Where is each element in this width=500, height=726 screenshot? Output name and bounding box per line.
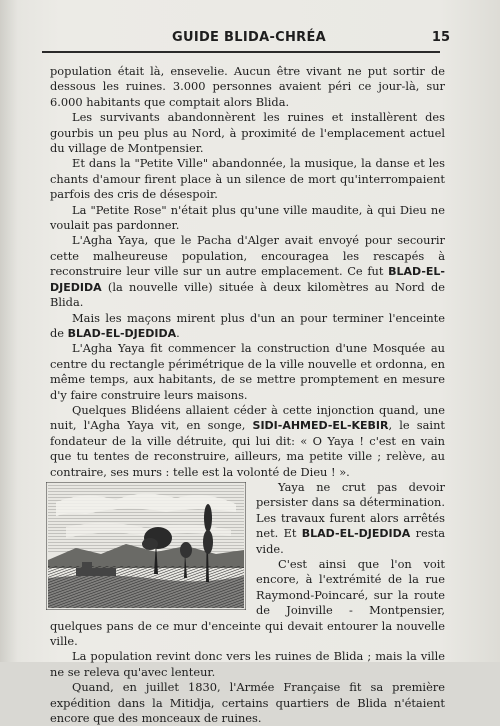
paragraph [50, 64, 445, 110]
body-text [50, 64, 445, 726]
page-header [40, 26, 450, 48]
paragraph-text: . [176, 325, 180, 340]
running-title: GUIDE BLIDA-CHRÉA [172, 30, 327, 45]
paragraph-text: Et dans la "Petite Ville" abandonnée, la musique, la danse et les chants d'amour firent place à un silence de mort qu'interrompaient parfois des cris de désespoir. [50, 156, 445, 202]
paragraph-text: Mais les maçons mirent plus d'un an pour terminer l'enceinte de [50, 310, 445, 340]
paragraph [50, 233, 445, 310]
engraving-illustration [46, 482, 246, 610]
paragraph-text: resta vide. [256, 526, 445, 556]
paragraph [50, 110, 445, 156]
paragraph-text: C'est ainsi que l'on voit encore, à l'extrémité de la rue Raymond-Poincaré, sur la route de Joinville - Montpensier, quelques pans de ce mur d'enceinte qui devait entourer la nouvelle ville. [50, 557, 445, 649]
header-rule [42, 51, 440, 53]
paragraph-text: Yaya ne crut pas devoir persister dans sa détermination. Les travaux furent alors arrêtés net. Et [256, 479, 445, 541]
paragraph-text: Les survivants abandonnèrent les ruines et installèrent des gourbis un peu plus au Nord, à proximité de l'emplacement actuel du village de Montpensier. [50, 110, 445, 156]
place-name-bold: BLAD-EL-DJEDIDA [50, 265, 445, 294]
paragraph-text: Quand, en juillet 1830, l'Armée Française fit sa première expédition dans la Mitidja, certains quartiers de Blida n'étaient encore que des monceaux de ruines. [50, 680, 445, 726]
paragraph-text: Quelques Blidéens allaient céder à cette injonction quand, une nuit, l'Agha Yaya vit, en songe, [50, 402, 445, 433]
place-name-bold: BLAD-EL-DJEDIDA [301, 527, 411, 541]
paragraph-text: La population revint donc vers les ruines de Blida ; mais la ville ne se releva qu'avec lenteur. [50, 649, 445, 679]
paragraph-text: (la nouvelle ville) située à deux kilomètres au Nord de Blida. [50, 279, 445, 310]
paragraph-text: , le saint fondateur de la ville détruite, qui lui dit: « O Yaya ! c'est en vain que tu tentes de reconstruire, ailleurs, ma petite ville ; relève, au contraire, ses murs : telle est la volonté de Dieu ! ». [50, 418, 445, 479]
paragraph [50, 649, 445, 680]
paragraph-text: La "Petite Rose" n'était plus qu'une ville maudite, à qui Dieu ne voulait pas pardonner. [50, 202, 445, 233]
paragraph [50, 403, 445, 480]
paragraph-text: L'Agha Yaya, que le Pacha d'Alger avait envoyé pour secourir cette malheureuse population, encouragea les rescapés à reconstruire leur ville sur un autre emplacement. Ce fut [50, 233, 445, 279]
place-name-bold: BLAD-EL-DJEDIDA [67, 326, 177, 340]
saint-name-bold: SIDI-AHMED-EL-KEBIR [252, 419, 389, 433]
paragraph [50, 156, 445, 202]
paragraph [50, 341, 445, 403]
paragraph-text: population était là, ensevelie. Aucun être vivant ne put sortir de dessous les ruines. 3.000 personnes avaient péri ce jour-là, sur 6.000 habitants que comptait alors Blida. [50, 64, 445, 109]
paragraph [50, 311, 445, 342]
paragraph-text: L'Agha Yaya fit commencer la construction d'une Mosquée au centre du rectangle périmétrique de la ville nouvelle et ordonna, en même temps, aux habitants, de se mettre promptement en mesure d'y faire construire leurs maisons. [50, 341, 445, 402]
page-number: 15 [431, 30, 450, 45]
paragraph [50, 680, 445, 726]
paragraph [50, 203, 445, 234]
landscape-engraving [46, 482, 246, 610]
